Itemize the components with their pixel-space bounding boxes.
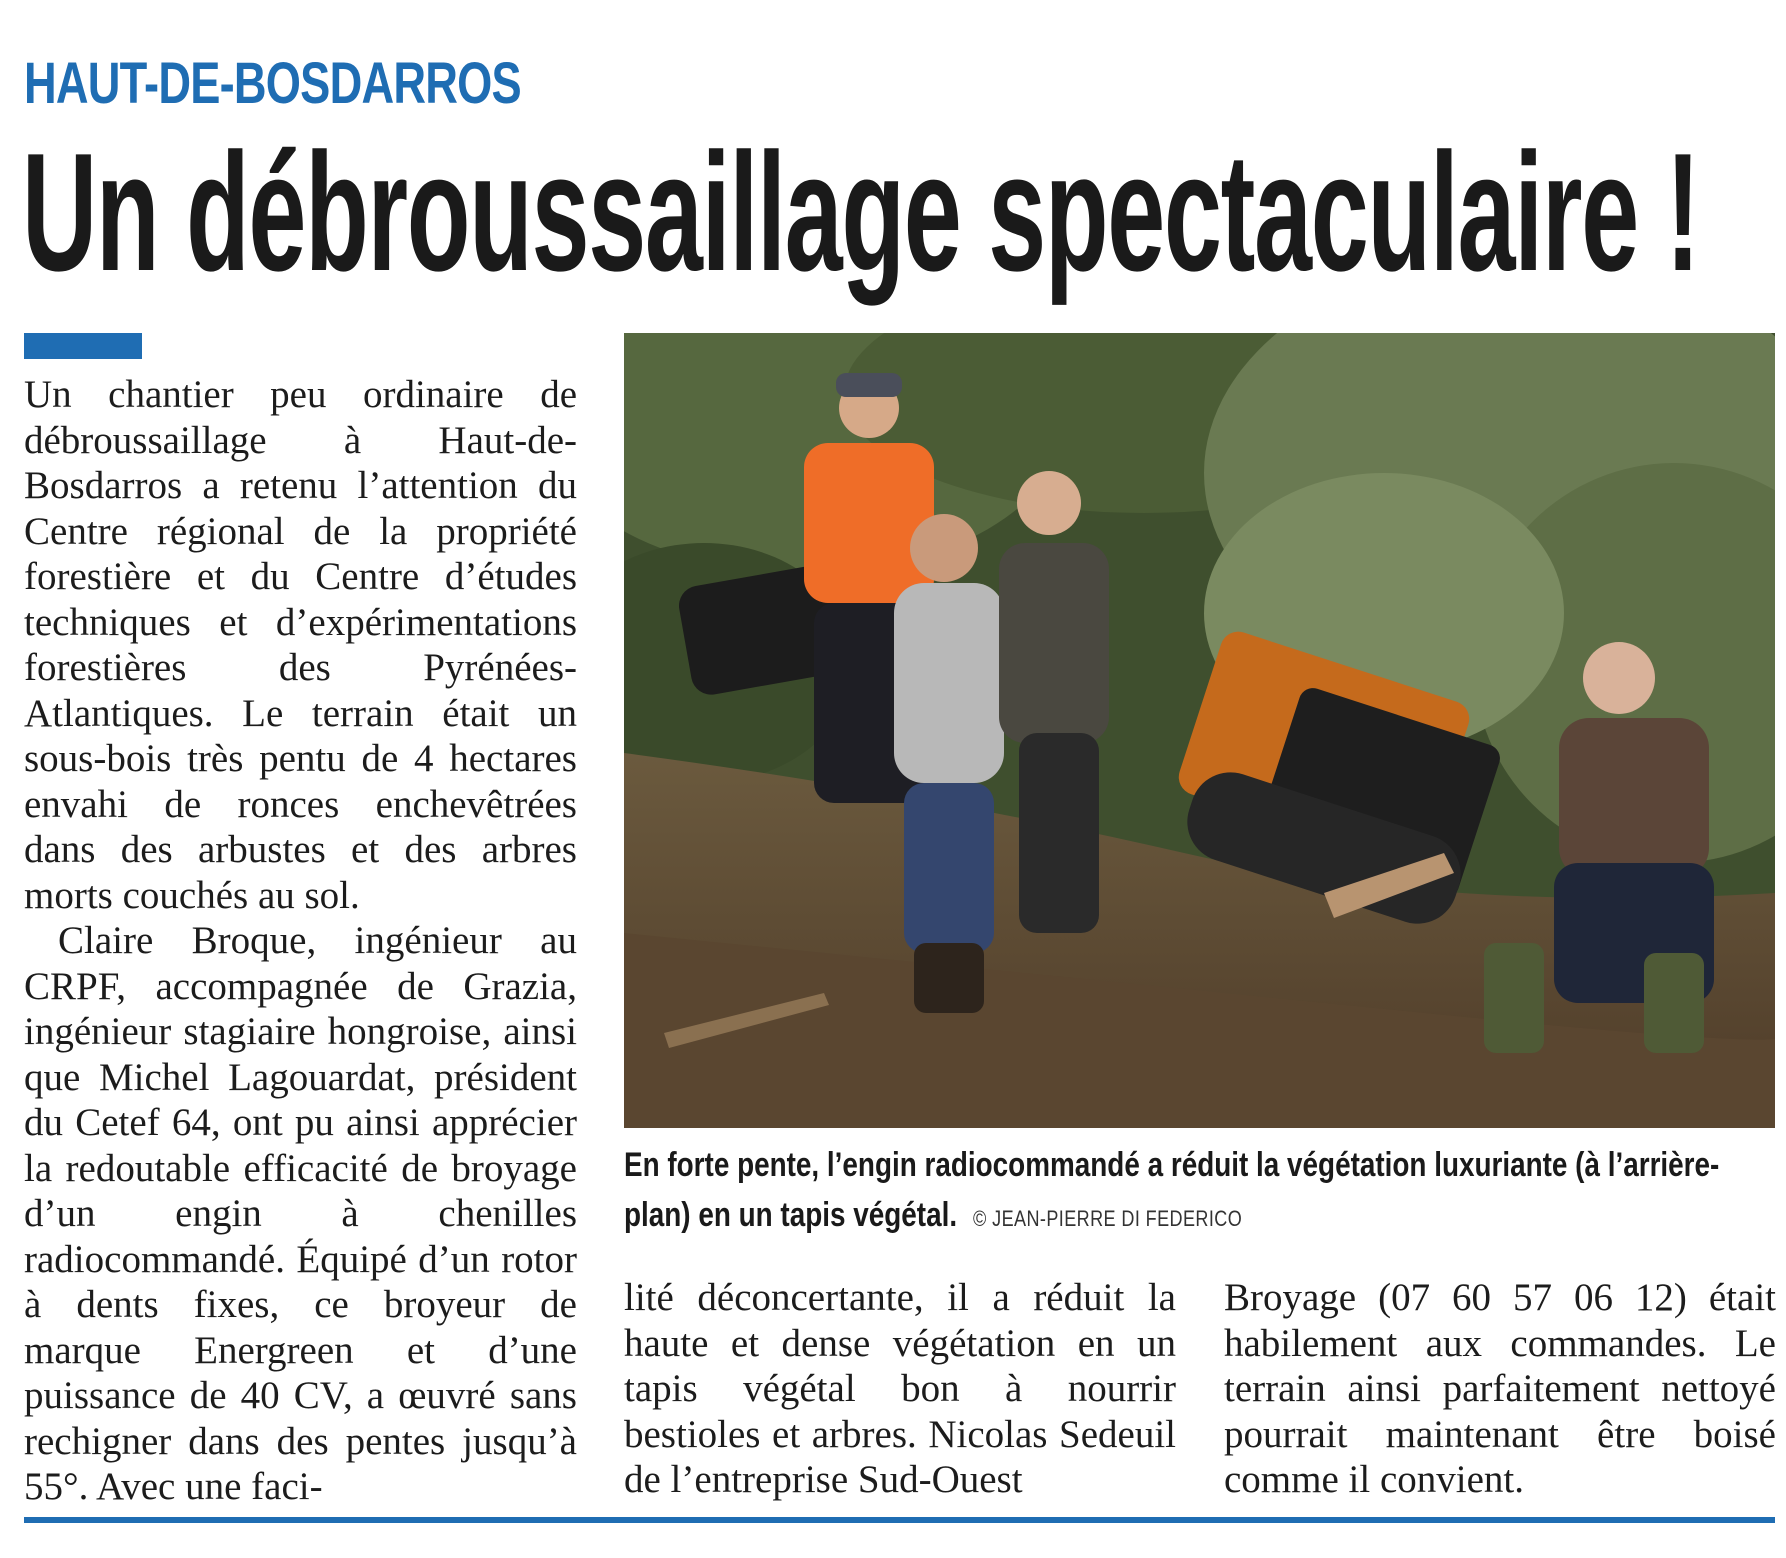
article-headline: Un débroussaillage spectaculaire !: [22, 118, 1700, 306]
article-photo: [624, 333, 1775, 1128]
bottom-rule: [24, 1517, 1775, 1523]
photo-illustration: [624, 333, 1775, 1128]
accent-bar: [24, 333, 142, 359]
body-paragraph-4: Broyage (07 60 57 06 12) était habilement aux commandes. Le terrain ainsi parfaitement nettoyé pourrait maintenant être boisé comme il convient.: [1224, 1276, 1776, 1501]
body-paragraph-3: lité déconcertante, il a réduit la haute et dense végétation en un tapis végétal bon à nourrir bestioles et arbres. Nicolas Sedeuil de l’entreprise Sud-Ouest: [624, 1276, 1176, 1501]
photo-credit: © JEAN-PIERRE DI FEDERICO: [973, 1206, 1243, 1231]
article-column-2: [624, 1275, 1176, 1503]
body-paragraph-1: Un chantier peu ordinaire de débroussaillage à Haut-de-Bosdarros a retenu l’attention du Centre régional de la propriété forestière et du Centre d’études techniques et d’expérimentations forestières des Pyrénées-Atlantiques. Le terrain était un sous-bois très pentu de 4 hectares envahi de ronces enchevêtrées dans des arbustes et des arbres morts couchés au sol.: [24, 373, 577, 917]
article-column-1: [24, 372, 577, 1510]
article-column-3: [1224, 1275, 1776, 1503]
photo-caption: [624, 1140, 1775, 1244]
section-kicker: HAUT-DE-BOSDARROS: [24, 51, 521, 116]
caption-text: En forte pente, l’engin radiocommandé a réduit la végétation luxuriante (à l’arrière-plan) en un tapis végétal.: [624, 1146, 1720, 1234]
body-paragraph-2: Claire Broque, ingénieur au CRPF, accompagnée de Grazia, ingénieur stagiaire hongroise, ainsi que Michel Lagouardat, président du Cetef 64, ont pu ainsi apprécier la redoutable efficacité de broyage d’un engin à chenilles radiocommandé. Équipé d’un rotor à dents fixes, ce broyeur de marque Energreen et d’une puissance de 40 CV, a œuvré sans rechigner dans des pentes jusqu’à 55°. Avec une faci-: [24, 919, 577, 1508]
